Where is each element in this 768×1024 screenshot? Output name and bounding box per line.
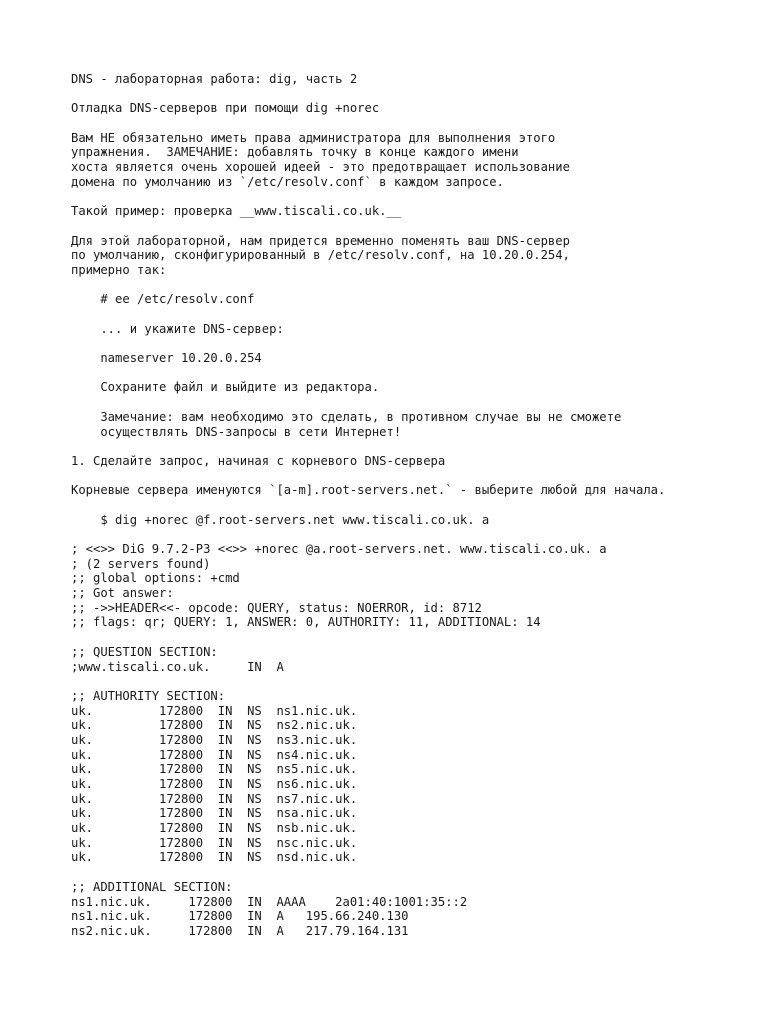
additional-record: ns1.nic.uk. 172800 IN A 195.66.240.130 <box>71 909 409 924</box>
blank-line <box>71 190 751 205</box>
section-header: ;; QUESTION SECTION: <box>71 644 218 659</box>
blank-line <box>71 366 751 381</box>
command-line: # ee /etc/resolv.conf <box>71 292 255 307</box>
setup-paragraph-line: Для этой лабораторной, нам придется временно поменять ваш DNS-сервер <box>71 233 570 248</box>
authority-record: uk. 172800 IN NS ns5.nic.uk. <box>71 762 358 777</box>
blank-line <box>71 630 751 645</box>
doc-subtitle: Отладка DNS-серверов при помощи dig +norec <box>71 101 380 116</box>
blank-line <box>71 87 751 102</box>
blank-line <box>71 674 751 689</box>
intro-paragraph-line: Вам НЕ обязательно иметь права администратора для выполнения этого <box>71 130 556 145</box>
setup-paragraph-line: примерно так: <box>71 262 167 277</box>
authority-record: uk. 172800 IN NS ns1.nic.uk. <box>71 703 358 718</box>
dig-output-line: ; (2 servers found) <box>71 556 211 571</box>
blank-line <box>71 498 751 513</box>
step-heading: 1. Сделайте запрос, начиная с корневого DNS-сервера <box>71 453 446 468</box>
additional-record: ns2.nic.uk. 172800 IN A 217.79.164.131 <box>71 923 409 938</box>
section-header: ;; AUTHORITY SECTION: <box>71 688 226 703</box>
authority-record: uk. 172800 IN NS nsb.nic.uk. <box>71 821 358 836</box>
intro-paragraph-line: домена по умолчанию из `/etc/resolv.conf` в каждом запросе. <box>71 174 504 189</box>
dig-output-line: ; <<>> DiG 9.7.2-P3 <<>> +norec @a.root-servers.net. www.tiscali.co.uk. a <box>71 542 607 556</box>
instruction-line: ... и укажите DNS-сервер: <box>71 321 284 336</box>
blank-line <box>71 439 751 454</box>
document-page <box>71 72 751 939</box>
note-line: Замечание: вам необходимо это сделать, в противном случае вы не сможете <box>71 409 622 424</box>
blank-line <box>71 307 751 322</box>
blank-line <box>71 219 751 234</box>
dig-output-line: ;; flags: qr; QUERY: 1, ANSWER: 0, AUTHORITY: 11, ADDITIONAL: 14 <box>71 615 541 630</box>
blank-line <box>71 336 751 351</box>
blank-line <box>71 395 751 410</box>
blank-line <box>71 865 751 880</box>
dig-output-line: ;; ->>HEADER<<- opcode: QUERY, status: NOERROR, id: 8712 <box>71 600 482 615</box>
root-servers-line: Корневые сервера именуются `[a-m].root-servers.net.` - выберите любой для начала. <box>71 483 666 498</box>
example-line: Такой пример: проверка __www.tiscali.co.uk.__ <box>71 204 402 219</box>
note-line: осуществлять DNS-запросы в сети Интернет! <box>71 424 402 439</box>
blank-line <box>71 527 751 542</box>
authority-record: uk. 172800 IN NS ns4.nic.uk. <box>71 747 358 762</box>
section-header: ;; ADDITIONAL SECTION: <box>71 879 233 894</box>
command-line: $ dig +norec @f.root-servers.net www.tiscali.co.uk. a <box>71 512 490 527</box>
doc-title: DNS - лабораторная работа: dig, часть 2 <box>71 72 358 86</box>
config-line: nameserver 10.20.0.254 <box>71 351 262 366</box>
authority-record: uk. 172800 IN NS nsa.nic.uk. <box>71 806 358 821</box>
blank-line <box>71 278 751 293</box>
blank-line <box>71 116 751 131</box>
authority-record: uk. 172800 IN NS nsd.nic.uk. <box>71 850 358 865</box>
authority-record: uk. 172800 IN NS ns6.nic.uk. <box>71 777 358 791</box>
authority-record: uk. 172800 IN NS ns3.nic.uk. <box>71 732 358 747</box>
instruction-line: Сохраните файл и выйдите из редактора. <box>71 380 380 395</box>
dig-output-line: ;; global options: +cmd <box>71 571 240 586</box>
setup-paragraph-line: по умолчанию, сконфигурированный в /etc/resolv.conf, на 10.20.0.254, <box>71 248 570 263</box>
question-record: ;www.tiscali.co.uk. IN A <box>71 659 284 674</box>
intro-paragraph-line: хоста является очень хорошей идеей - это предотвращает использование <box>71 160 570 175</box>
blank-line <box>71 469 751 484</box>
authority-record: uk. 172800 IN NS nsc.nic.uk. <box>71 835 358 850</box>
additional-record: ns1.nic.uk. 172800 IN AAAA 2a01:40:1001:35::2 <box>71 894 468 909</box>
intro-paragraph-line: упражнения. ЗАМЕЧАНИЕ: добавлять точку в конце каждого имени <box>71 145 519 160</box>
authority-record: uk. 172800 IN NS ns2.nic.uk. <box>71 718 358 733</box>
authority-record: uk. 172800 IN NS ns7.nic.uk. <box>71 791 358 806</box>
dig-output-line: ;; Got answer: <box>71 586 174 601</box>
